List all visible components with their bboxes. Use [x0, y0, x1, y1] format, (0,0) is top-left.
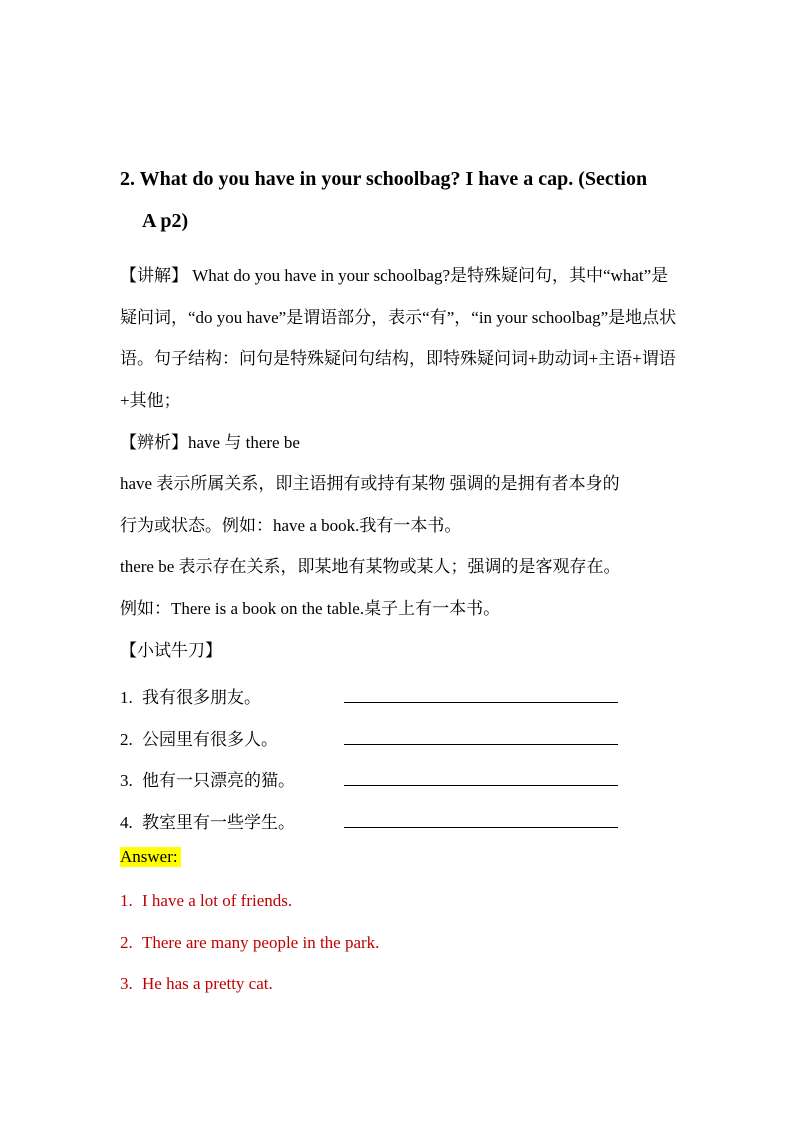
answer-item-number: 1.	[120, 891, 133, 910]
have-description-line-1: have 表示所属关系，即主语拥有或持有某物 强调的是拥有者本身的	[120, 474, 620, 493]
title-line-1: 2. What do you have in your schoolbag? I have a cap. (Section	[120, 168, 648, 190]
practice-item-number: 2.	[120, 730, 133, 749]
there-be-description-line-1: there be 表示存在关系，即某地有某物或某人；强调的是客观存在。	[120, 557, 621, 576]
practice-item	[120, 683, 261, 708]
practice-item-number: 1.	[120, 688, 133, 707]
answer-item-text: I have a lot of friends.	[142, 891, 293, 910]
answer-item	[120, 891, 292, 911]
answer-item-number: 2.	[120, 933, 133, 952]
answer-item-text: There are many people in the park.	[142, 933, 380, 952]
answer-label: Answer:	[120, 847, 181, 867]
practice-item-number: 4.	[120, 813, 133, 832]
practice-answer-blank[interactable]	[344, 744, 618, 745]
practice-item	[120, 808, 295, 833]
practice-item-text: 教室里有一些学生。	[142, 813, 295, 832]
practice-answer-blank[interactable]	[344, 827, 618, 828]
answer-item	[120, 974, 273, 994]
practice-item	[120, 725, 278, 750]
practice-item-text: 他有一只漂亮的猫。	[142, 771, 295, 790]
practice-heading: 【小试牛刀】	[120, 641, 222, 660]
discrimination-heading: 【辨析】have 与 there be	[120, 433, 300, 452]
have-description-line-2: 行为或状态。例如：have a book.我有一本书。	[120, 516, 462, 535]
practice-answer-blank[interactable]	[344, 785, 618, 786]
practice-answer-blank[interactable]	[344, 702, 618, 703]
title-line-2: A p2)	[142, 210, 189, 232]
section-title	[120, 158, 680, 242]
practice-item-number: 3.	[120, 771, 133, 790]
there-be-description-line-2: 例如：There is a book on the table.桌子上有一本书。	[120, 599, 501, 618]
answer-item-number: 3.	[120, 974, 133, 993]
explanation-paragraph: 【讲解】 What do you have in your schoolbag?是特殊疑问句，其中“what”是疑问词，“do you have”是谓语部分，表示“有”，“in your schoolbag”是地点状语。句子结构：问句是特殊疑问句结构，即特殊疑问词+助动词+主语+谓语+其他；	[120, 266, 677, 410]
answer-item	[120, 933, 379, 953]
practice-item	[120, 766, 295, 791]
practice-item-text: 我有很多朋友。	[142, 688, 261, 707]
practice-item-text: 公园里有很多人。	[142, 730, 278, 749]
answer-item-text: He has a pretty cat.	[142, 974, 273, 993]
